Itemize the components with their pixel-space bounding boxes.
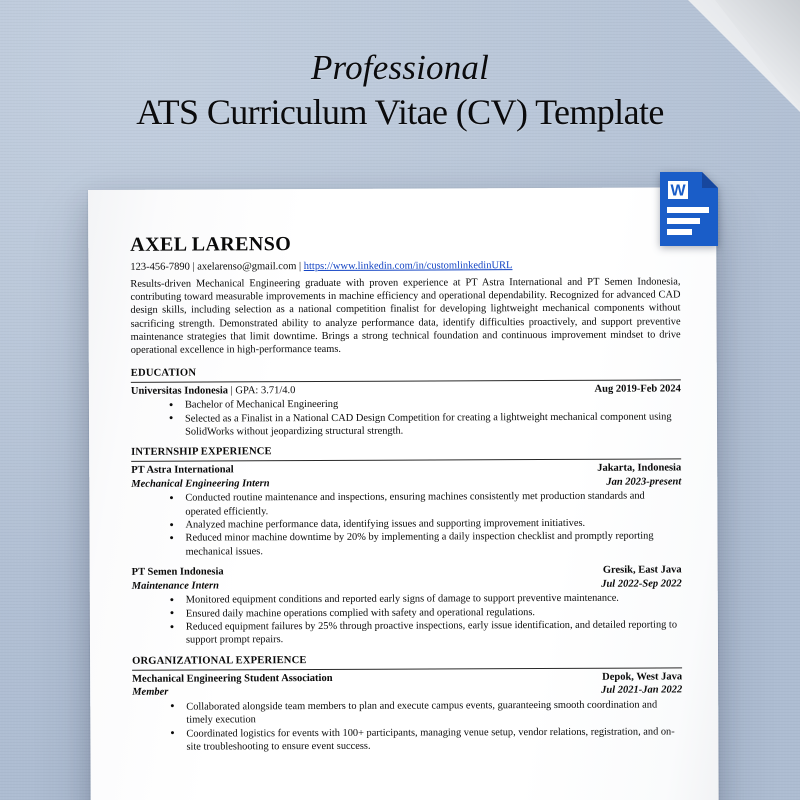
cv-candidate-name: AXEL LARENSO (130, 233, 292, 256)
word-document-icon[interactable] (658, 170, 720, 248)
cv-entry-org-row (131, 461, 681, 477)
cv-entry (131, 461, 681, 558)
cv-entry-role: Mechanical Engineering Intern (131, 477, 270, 490)
cv-entry-location: Depok, West Java (602, 671, 683, 683)
cv-document-page[interactable] (88, 187, 719, 800)
cv-section-heading: EDUCATION (131, 364, 681, 382)
cv-sections (131, 364, 683, 754)
cv-entry-role-row (132, 577, 682, 593)
cv-entry (131, 382, 681, 439)
cv-entry-dates: Jan 2023-present (606, 476, 682, 488)
cv-entry-location: Jakarta, Indonesia (597, 462, 682, 474)
cv-entry (132, 670, 682, 754)
cv-entry (132, 564, 682, 648)
cv-entry-organization: Mechanical Engineering Student Association (132, 672, 333, 685)
headline-title: ATS Curriculum Vitae (CV) Template (136, 91, 664, 132)
cv-entry-role-row (131, 475, 681, 491)
cv-entry-role: Member (132, 686, 169, 699)
cv-entry-role-row (132, 684, 682, 700)
headline-eyebrow: Professional (310, 48, 490, 87)
cv-bullet-item: ● Monitored equipment conditions and reported early signs of damage to support preventive maintenance. (170, 592, 682, 608)
cv-bullet-item: ● Analyzed machine performance data, identifying issues and supporting improvement initiatives. (169, 516, 681, 532)
cv-entry-bullet-list (131, 490, 681, 559)
contact-sep-2: | (296, 261, 304, 273)
cv-entry-dates: Aug 2019-Feb 2024 (594, 382, 681, 395)
cv-section-heading: ORGANIZATIONAL EXPERIENCE (132, 652, 682, 670)
cv-entry-bullet-list (132, 592, 682, 648)
cv-entry-org-suffix: | GPA: 3.71/4.0 (227, 384, 296, 396)
cv-bullet-item: ● Selected as a Finalist in a National CAD Design Competition for creating a lightweight mechanical component using SolidWorks without jeopardizing structural strength. (169, 410, 681, 439)
cv-section-heading: INTERNSHIP EXPERIENCE (131, 444, 681, 462)
cv-bullet-item: ● Reduced minor machine downtime by 20% by implementing a daily inspection checklist and promptly reporting mechanical issues. (169, 530, 681, 559)
contact-sep-1: | (189, 261, 198, 273)
cv-entry-org-row (131, 382, 681, 398)
cv-entry-bullet-list (131, 397, 681, 439)
cv-bullet-item: ● Conducted routine maintenance and inspections, ensuring machines consistently met production standards and operated efficiently. (169, 490, 681, 519)
cv-bullet-item: ● Bachelor of Mechanical Engineering (169, 397, 681, 413)
cv-entry-bullet-list (132, 698, 682, 754)
cv-bullet-item: ● Ensured daily machine operations complied with safety and operational regulations. (170, 605, 682, 621)
cv-email: axelarenso@gmail.com (197, 261, 297, 273)
cv-entry-role: Maintenance Intern (131, 580, 219, 592)
cv-contact-line (130, 258, 680, 274)
cv-linkedin-link[interactable]: https://www.linkedin.com/in/customlinkedinURL (303, 260, 513, 273)
svg-text:W: W (670, 182, 686, 200)
cv-entry-dates: Jul 2021-Jan 2022 (601, 684, 683, 697)
poster-headline (0, 50, 800, 133)
cv-entry-dates: Jul 2022-Sep 2022 (601, 578, 682, 590)
cv-entry-location: Gresik, East Java (602, 564, 682, 576)
cv-professional-summary: Results-driven Mechanical Engineering graduate with proven experience at PT Astra International and PT Semen Indonesia, contributing toward measurable improvements in machine efficiency and operational dependability. Recognized for advanced CAD design skills, including selection as a national competition finalist for developing lightweight mechanical components without sacrificing strength. Demonstrated ability to analyze performance data, identify difficulties proactively, and support preventive maintenance strategies that limit downtime. Brings a strong technical foundation and continuous improvement mindset to drive operational excellence in high-performance teams. (130, 276, 681, 357)
cv-bullet-item: ● Coordinated logistics for events with 100+ participants, managing venue setup, vendor relations, registration, and on-site troubleshooting to ensure event success. (170, 725, 682, 754)
cv-phone: 123-456-7890 (130, 261, 190, 273)
cv-entry-organization: PT Semen Indonesia (131, 566, 224, 578)
cv-entry-organization: PT Astra International (131, 464, 234, 476)
cv-bullet-item: ● Reduced equipment failures by 25% through proactive inspections, early issue identification, and detailed reporting to support prompt repairs. (170, 619, 682, 648)
cv-entry-organization: Universitas Indonesia | GPA: 3.71/4.0 (130, 384, 296, 397)
cv-bullet-item: ● Collaborated alongside team members to plan and execute campus events, guaranteeing smooth coordination and timely execution (170, 698, 682, 727)
